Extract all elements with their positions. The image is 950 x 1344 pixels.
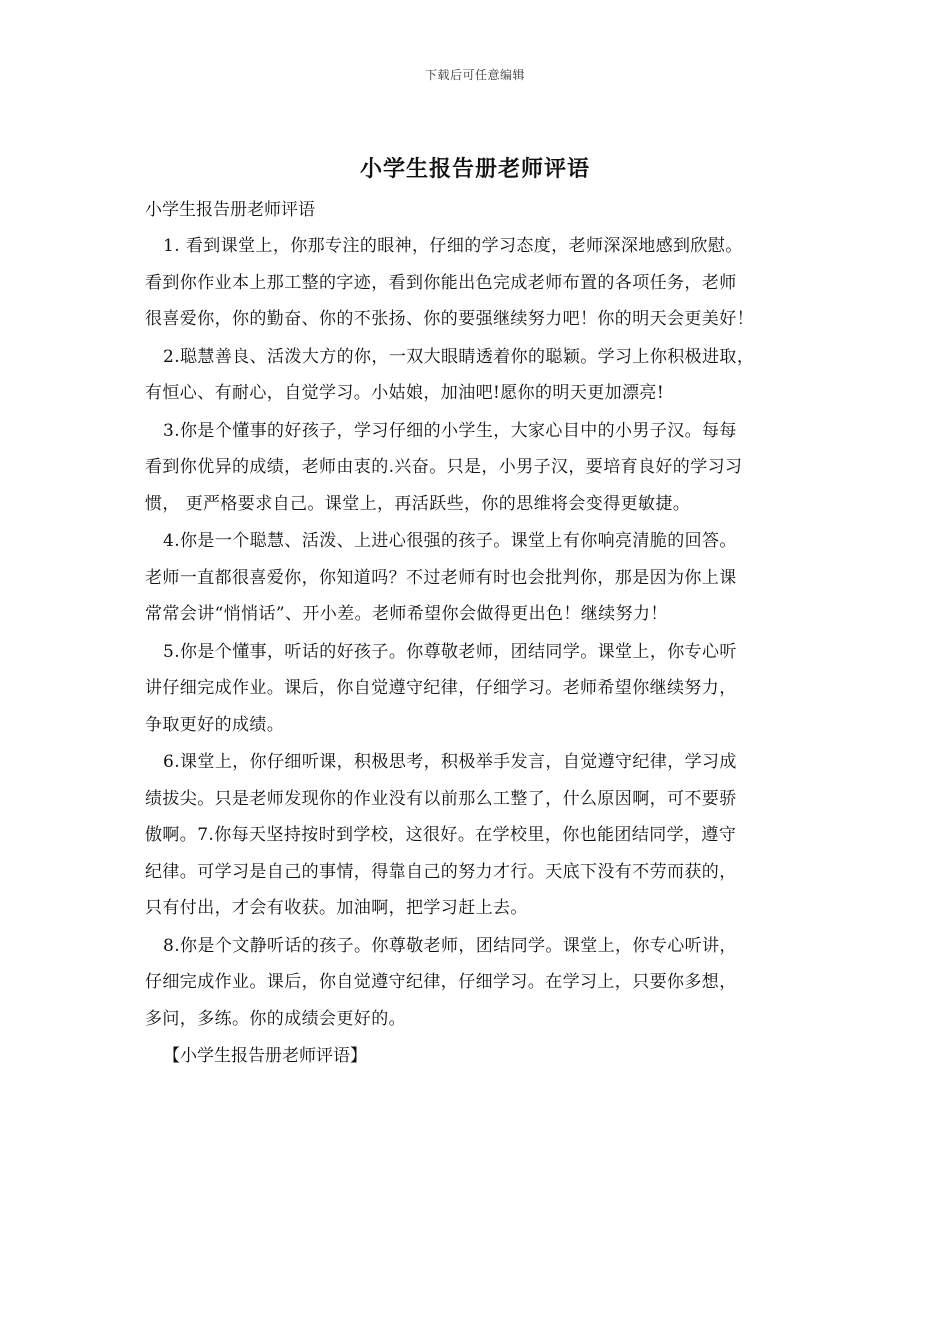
paragraph-line: 仔细完成作业。课后，你自觉遵守纪律，仔细学习。在学习上，只要你多想， <box>145 972 737 992</box>
paragraph-line: 多问，多练。你的成绩会更好的。 <box>145 1008 406 1029</box>
paragraph-line: 看到你优异的成绩，老师由衷的.兴奋。只是，小男子汉，要培育良好的学习习 <box>145 457 743 477</box>
paragraph-line: 只有付出，才会有收获。加油啊，把学习赶上去。 <box>145 898 528 918</box>
document-title: 小学生报告册老师评语 <box>359 156 590 182</box>
paragraph-line: 看到你作业本上那工整的字迹，看到你能出色完成老师布置的各项任务，老师 <box>145 272 737 293</box>
paragraph-line: 有恒心、有耐心，自觉学习。小姑娘，加油吧!愿你的明天更加漂亮! <box>145 383 665 403</box>
closing-title: 【小学生报告册老师评语】 <box>163 1046 367 1066</box>
paragraph-line: 2.聪慧善良、活泼大方的你，一双大眼睛透着你的聪颖。学习上你积极进取， <box>163 346 755 367</box>
document-subtitle: 小学生报告册老师评语 <box>145 200 315 220</box>
paragraph-line: 惯， 更严格要求自己。课堂上，再活跃些，你的思维将会变得更敏捷。 <box>145 493 691 514</box>
paragraph-line: 老师一直都很喜爱你，你知道吗？不过老师有时也会批判你，那是因为你上课 <box>145 567 737 588</box>
paragraph-line: 3.你是个懂事的好孩子，学习仔细的小学生，大家心目中的小男子汉。每每 <box>163 420 737 441</box>
comment-paragraph-7 <box>145 928 810 1038</box>
paragraph-line: 常常会讲“悄悄话”、开小差。老师希望你会做得更出色！继续努力！ <box>145 604 668 624</box>
paragraph-line: 纪律。可学习是自己的事情，得靠自己的努力才行。天底下没有不劳而获的， <box>145 861 737 882</box>
page-header: 下载后可任意编辑 <box>424 68 525 82</box>
comment-paragraph-2 <box>145 339 810 412</box>
paragraph-line: 6.课堂上，你仔细听课，积极思考，积极举手发言，自觉遵守纪律，学习成 <box>163 752 737 772</box>
paragraph-line: 争取更好的成绩。 <box>145 714 285 735</box>
paragraph-line: 很喜爱你，你的勤奋、你的不张扬、你的要强继续努力吧！你的明天会更美好！ <box>145 309 754 329</box>
paragraph-line: 讲仔细完成作业。课后，你自觉遵守纪律，仔细学习。老师希望你继续努力， <box>145 678 737 698</box>
paragraph-line: 5.你是个懂事，听话的好孩子。你尊敬老师，团结同学。课堂上，你专心听 <box>163 641 737 662</box>
paragraph-line: 4.你是一个聪慧、活泼、上进心很强的孩子。课堂上有你响亮清脆的回答。 <box>163 531 737 551</box>
paragraph-line: 绩拔尖。只是老师发现你的作业没有以前那么工整了，什么原因啊，可不要骄 <box>145 788 737 809</box>
comment-paragraph-4 <box>145 523 810 633</box>
comment-paragraph-3 <box>145 413 810 523</box>
document-body <box>145 196 810 1074</box>
paragraph-line: 8.你是个文静听话的孩子。你尊敬老师，团结同学。课堂上，你专心听讲， <box>163 935 737 956</box>
comment-paragraph-1 <box>145 228 810 338</box>
paragraph-line: 1. 看到课堂上，你那专注的眼神，仔细的学习态度，老师深深地感到欣慰。 <box>163 236 743 256</box>
paragraph-line: 傲啊。7.你每天坚持按时到学校，这很好。在学校里，你也能团结同学，遵守 <box>145 825 737 845</box>
comment-paragraph-6 <box>145 744 810 927</box>
comment-paragraph-5 <box>145 634 810 744</box>
